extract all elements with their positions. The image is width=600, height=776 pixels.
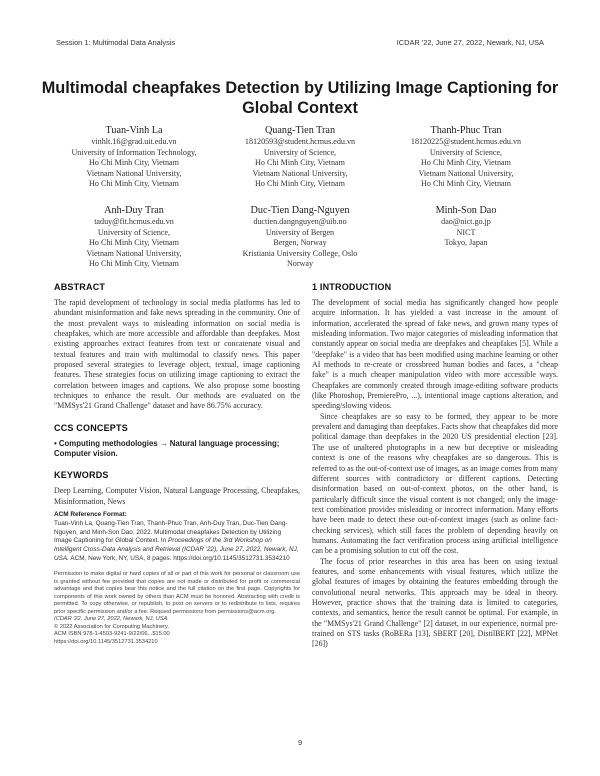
author-block [210,204,390,270]
author-affiliation: Kristiania University College, Oslo [242,248,358,258]
author-affiliation: Vietnam National University, [86,248,182,258]
permission-copyright: © 2022 Association for Computing Machinery. [54,623,170,630]
author-location: Ho Chi Minh City, Vietnam [89,238,179,248]
abstract-heading: ABSTRACT [54,282,106,292]
author-location: Ho Chi Minh City, Vietnam [421,179,511,189]
author-email: 18120225@student.hcmus.edu.vn [410,137,522,146]
running-header-right: ICDAR '22, June 27, 2022, Newark, NJ, USA [396,38,544,47]
author-location: Ho Chi Minh City, Vietnam [89,259,179,269]
permission-isbn: ACM ISBN 978-1-4503-9241-9/22/06...$15.00 [54,631,170,638]
permission-doi: https://doi.org/10.1145/3512731.3534210 [54,638,158,645]
author-location: Ho Chi Minh City, Vietnam [255,158,345,168]
author-affiliation: University of Science, [263,147,337,157]
author-affiliation: Vietnam National University, [252,168,348,178]
author-location: Norway [286,259,314,269]
author-affiliation: NICT [456,227,476,237]
permission-venue: ICDAR '22, June 27, 2022, Newark, NJ, USA. [54,616,169,623]
reference-format-authors: Tuan-Vinh La, Quang-Tien Tran, Thanh-Phuc Tran, Anh-Duy Tran, Duc-Tien Dang-Nguyen, and Minh-Son Dao. 2022. Multimodal cheapfakes Detection by Utilizing Image Captioning for Global Context. In [54,519,288,545]
ccs-concepts-heading: CCS CONCEPTS [54,422,128,433]
author-affiliation: Vietnam National University, [86,168,182,178]
keywords-heading: KEYWORDS [54,470,109,481]
author-email: 18120593@student.hcmus.edu.vn [244,137,356,146]
author-email: taduy@fit.hcmus.edu.vn [94,217,174,226]
keywords-text: Deep Learning, Computer Vision, Natural Language Processing, Cheapfakes, Misinformation, News [54,486,300,506]
author-name: Quang-Tien Tran [264,125,336,136]
right-column [312,282,558,650]
introduction-heading: 1 INTRODUCTION [312,282,392,292]
author-affiliation: Vietnam National University, [418,168,514,178]
author-location: Bergen, Norway [273,238,327,248]
author-affiliation: University of Information Technology, [71,147,197,157]
author-affiliation: University of Bergen [265,227,335,237]
page-number: 9 [297,738,303,747]
reference-format-text [54,520,300,564]
running-header [56,38,544,50]
reference-format-tail: ACM, New York, NY, USA, 8 pages. https://doi.org/10.1145/3512731.3534210 [70,554,290,562]
author-email: dao@nict.go.jp [441,217,491,226]
reference-format-heading: ACM Reference Format: [54,511,127,519]
author-email: ductien.dangnguyen@uib.no [253,217,347,226]
author-affiliation: University of Science, [429,147,503,157]
author-location: Ho Chi Minh City, Vietnam [89,158,179,168]
running-header-left: Session 1: Multimodal Data Analysis [56,38,176,47]
permission-notice [54,571,300,646]
author-location: Ho Chi Minh City, Vietnam [255,179,345,189]
paper-title: Multimodal cheapfakes Detection by Utilizing Image Captioning for Global Context [41,79,559,117]
author-name: Anh-Duy Tran [104,205,164,216]
author-block [376,204,556,249]
author-name: Duc-Tien Dang-Nguyen [250,205,350,216]
reference-format-venue: Proceedings of the 3rd Workshop on Intelligent Cross-Data Analysis and Retrieval (ICDAR '22), June 27, 2022, Newark, NJ, USA. [54,537,299,562]
introduction-paragraph: The focus of prior researches in this area has been on using textual features, and some enhancements with visual features, which utilize the global features of images by obtaining the features embedding through the convolutional neural networks. This approach may be ideal in theory. However, practice shows that the training data is limited to categories, contexts, and semantics, hence the result cannot be optimal. For example, in the "MMSys'21 Grand Challenge" [2] dataset, in our experience, normal pre-trained on STS tasks (RoBERa [13], SBERT [20], DistilBERT [22], MPNet [26]) [312,556,558,649]
author-block [376,124,556,190]
permission-text: Permission to make digital or hard copies of all or part of this work for personal or classroom use is granted without fee provided that copies are not made or distributed for profit or commercial advantage and that copies bear this notice and the full citation on the first page. Copyrights for components of this work owned by others than ACM must be honored. Abstracting with credit is permitted. To copy otherwise, or republish, to post on servers or to redistribute to lists, requires prior specific permission and/or a fee. Request permissions from permissions@acm.org. [54,571,300,615]
author-affiliation: University of Science, [97,227,171,237]
ccs-concepts-text: • Computing methodologies → Natural language processing; Computer vision. [54,438,280,459]
left-column [54,282,300,646]
author-block [44,124,224,190]
author-location: Ho Chi Minh City, Vietnam [421,158,511,168]
author-location: Ho Chi Minh City, Vietnam [89,179,179,189]
author-block [44,204,224,270]
introduction-paragraph: Since cheapfakes are so easy to be formed, they appear to be more prevalent and damaging than deepfakes. Facts show that cheapfakes did more political damage than deepfakes in the 2020 US presidential election [23]. The use of unaltered photographs in a new but deceptive or misleading context is one of the reasons why cheapfakes are so dangerous. This is referred to as the out-of-context use of images, as an image comes from many different sources with contradictory or different captions. Detecting disinformation based on out-of-context photos, on the other hand, is particularly difficult since the visual content is not changed; only the image-text combination provides misleading or incorrect information. Many efforts have been made to detect these out-of-context images (such as online fact-checking services), which still faces the problem of depending heavily on humans. Automating the fact verification process using artificial intelligence can be a promising solution to cut off the cost. [312,411,558,556]
author-name: Tuan-Vinh La [105,125,163,136]
author-name: Minh-Son Dao [435,205,497,216]
author-block [210,124,390,190]
author-location: Tokyo, Japan [444,238,488,248]
author-email: vinhlt.16@grad.uit.edu.vn [91,137,177,146]
introduction-paragraph: The development of social media has significantly changed how people acquire information. It has yielded a vast increase in the amount of information, accelerated the spread of fake news, and grown many types of misleading information. Two major categories of misleading information that constantly appear on social media are deepfakes and cheapfakes [5]. While a "deepfake" is a video that has been modified using machine learning or other AI methods to re-create or crossbreed human bodies and faces, a "cheap fake" is a much cheaper manipulation video with more accessible ways. Cheapfakes are commonly created through image-editing software products (like Photoshop, PremierePro, ...), intentional image captions alteration, and speeding/slowing videos. [312,298,558,411]
author-name: Thanh-Phuc Tran [430,125,502,136]
abstract-text: The rapid development of technology in social media platforms has led to abundant misinformation and fake news spreading in the community. One of the most prevalent ways to misleading information on social media is cheapfakes, which are more accessible and affordable than deepfakes. Most existing approaches extract features from text or concatenate visual and textual features and train with multimodal to classify news. This paper proposed several strategies to leverage object, textual, image captioning features. These strategies focus on utilizing image captioning to extract the correlation between images and captions. We also propose some boosting techniques to enhance the result. Our methods are evaluated on the "MMSys'21 Grand Challenge" dataset and have 86.75% accuracy. [54,298,300,411]
